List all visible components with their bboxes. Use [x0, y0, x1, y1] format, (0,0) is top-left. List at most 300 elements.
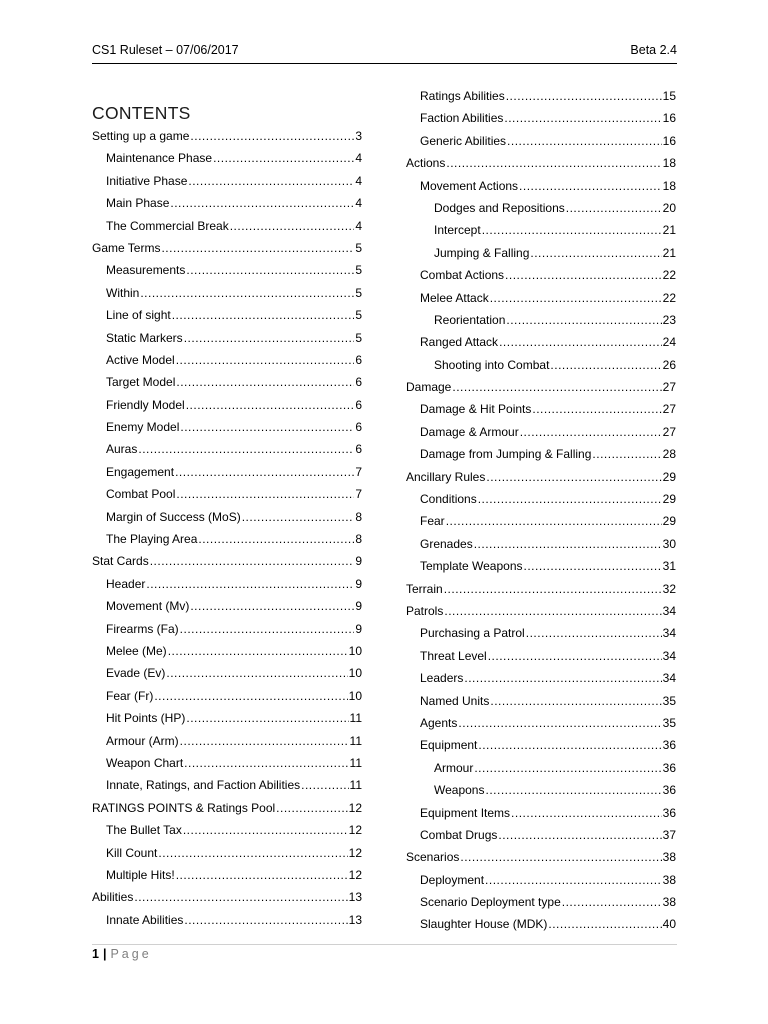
- toc-entry[interactable]: [406, 287, 676, 309]
- toc-entry[interactable]: [406, 197, 676, 219]
- toc-entry[interactable]: [406, 152, 676, 174]
- toc-leader-dots: [183, 819, 348, 841]
- footer-divider: [92, 944, 677, 945]
- toc-entry-page: 11: [349, 711, 362, 726]
- toc-entry[interactable]: [92, 685, 362, 707]
- toc-leader-dots: [180, 730, 349, 752]
- toc-entry-title: Margin of Success (MoS): [106, 509, 241, 524]
- toc-entry[interactable]: [406, 734, 676, 756]
- toc-entry-page: 24: [662, 335, 676, 350]
- toc-entry-title: Setting up a game: [92, 129, 190, 143]
- toc-entry[interactable]: [406, 779, 676, 801]
- toc-entry-title: The Commercial Break: [106, 218, 229, 233]
- toc-entry-title: Armour (Arm): [106, 733, 179, 748]
- toc-entry-title: Melee (Me): [106, 643, 167, 658]
- toc-leader-dots: [198, 528, 354, 550]
- toc-entry-page: 11: [349, 778, 362, 793]
- toc-entry-title: Weapons: [434, 783, 485, 798]
- toc-entry-page: 8: [355, 509, 362, 524]
- toc-entry-title: Purchasing a Patrol: [420, 626, 525, 641]
- toc-entry[interactable]: [92, 618, 362, 640]
- toc-entry[interactable]: [92, 282, 362, 304]
- toc-entry-title: Slaughter House (MDK): [420, 917, 548, 932]
- toc-entry-page: 21: [662, 223, 676, 238]
- toc-entry-title: Target Model: [106, 375, 176, 390]
- toc-entry-title: Maintenance Phase: [106, 151, 213, 166]
- toc-entry-page: 38: [662, 850, 676, 865]
- toc-leader-dots: [176, 371, 354, 393]
- toc-entry[interactable]: [92, 640, 362, 662]
- toc-entry-title: Generic Abilities: [420, 133, 507, 148]
- toc-entry[interactable]: [92, 147, 362, 169]
- toc-entry-title: Weapon Chart: [106, 755, 184, 770]
- toc-leader-dots: [170, 192, 354, 214]
- header-document-title: CS1 Ruleset – 07/06/2017: [92, 43, 239, 57]
- toc-entry[interactable]: [406, 802, 676, 824]
- toc-entry-title: Actions: [406, 156, 446, 171]
- toc-entry[interactable]: [406, 533, 676, 555]
- toc-entry[interactable]: [406, 622, 676, 644]
- toc-leader-dots: [444, 600, 661, 622]
- toc-leader-dots: [488, 645, 662, 667]
- toc-entry-title: Reorientation: [434, 312, 506, 327]
- toc-entry[interactable]: [92, 237, 362, 259]
- toc-entry-page: 27: [662, 380, 676, 395]
- toc-entry[interactable]: [92, 774, 362, 796]
- toc-entry-page: 40: [662, 917, 676, 932]
- toc-entry-title: Dodges and Repositions: [434, 200, 565, 215]
- toc-entry-title: Active Model: [106, 352, 175, 367]
- toc-right-column: [406, 85, 676, 936]
- toc-entry-title: Auras: [106, 442, 138, 457]
- toc-entry-page: 38: [662, 872, 676, 887]
- toc-leader-dots: [520, 421, 662, 443]
- header-version: Beta 2.4: [630, 43, 677, 57]
- toc-entry-title: Fear (Fr): [106, 688, 154, 703]
- toc-leader-dots: [504, 107, 661, 129]
- toc-entry[interactable]: [406, 242, 676, 264]
- toc-entry-page: 11: [349, 755, 362, 770]
- toc-entry-page: 3: [355, 129, 362, 143]
- toc-entry[interactable]: [92, 595, 362, 617]
- toc-entry-page: 5: [355, 263, 362, 278]
- toc-leader-dots: [176, 864, 348, 886]
- toc-leader-dots: [301, 774, 348, 796]
- toc-entry-page: 10: [348, 643, 362, 658]
- toc-entry-title: Agents: [420, 715, 458, 730]
- toc-leader-dots: [140, 282, 354, 304]
- toc-leader-dots: [176, 483, 354, 505]
- toc-entry-title: Innate Abilities: [106, 912, 184, 927]
- toc-entry-title: Faction Abilities: [420, 111, 504, 126]
- toc-entry-page: 32: [662, 581, 676, 596]
- toc-leader-dots: [158, 842, 347, 864]
- toc-entry-title: Damage: [406, 380, 452, 395]
- toc-entry[interactable]: [406, 175, 676, 197]
- toc-entry-title: Intercept: [434, 223, 481, 238]
- toc-entry-page: 12: [348, 823, 362, 838]
- toc-leader-dots: [532, 398, 661, 420]
- toc-leader-dots: [460, 846, 661, 868]
- toc-entry[interactable]: [406, 824, 676, 846]
- toc-entry[interactable]: [406, 690, 676, 712]
- toc-entry-title: Scenarios: [406, 850, 460, 865]
- toc-entry-page: 36: [662, 783, 676, 798]
- toc-leader-dots: [474, 533, 662, 555]
- toc-entry-page: 11: [349, 733, 362, 748]
- toc-entry-page: 15: [662, 89, 676, 103]
- toc-entry[interactable]: [92, 707, 362, 729]
- toc-entry[interactable]: [406, 354, 676, 376]
- toc-entry-page: 9: [355, 554, 362, 569]
- toc-entry-title: Header: [106, 576, 146, 591]
- toc-entry-title: Within: [106, 285, 140, 300]
- toc-leader-dots: [478, 488, 662, 510]
- toc-entry-page: 28: [662, 447, 676, 462]
- toc-entry[interactable]: [406, 913, 676, 935]
- toc-entry[interactable]: [406, 466, 676, 488]
- toc-leader-dots: [506, 85, 662, 107]
- toc-entry[interactable]: [406, 667, 676, 689]
- toc-entry-page: 34: [662, 671, 676, 686]
- toc-leader-dots: [446, 152, 661, 174]
- toc-entry-title: Ranged Attack: [420, 335, 499, 350]
- toc-entry-title: Terrain: [406, 581, 443, 596]
- toc-entry-page: 23: [662, 312, 676, 327]
- toc-entry[interactable]: [406, 846, 676, 868]
- toc-entry-page: 12: [348, 867, 362, 882]
- toc-entry-page: 26: [662, 357, 676, 372]
- toc-leader-dots: [180, 618, 355, 640]
- toc-leader-dots: [186, 394, 355, 416]
- toc-entry[interactable]: [92, 506, 362, 528]
- toc-entry[interactable]: [406, 891, 676, 913]
- toc-entry-page: 29: [662, 492, 676, 507]
- toc-leader-dots: [499, 331, 662, 353]
- toc-entry-title: Evade (Ev): [106, 666, 166, 681]
- toc-entry-title: Named Units: [420, 693, 490, 708]
- toc-entry[interactable]: [92, 192, 362, 214]
- footer-separator: |: [102, 947, 107, 961]
- toc-leader-dots: [184, 327, 355, 349]
- toc-entry-title: Fear: [420, 514, 445, 529]
- toc-entry-page: 4: [355, 218, 362, 233]
- toc-leader-dots: [458, 712, 661, 734]
- toc-entry-title: Friendly Model: [106, 397, 185, 412]
- toc-entry-page: 18: [662, 156, 676, 171]
- toc-leader-dots: [134, 886, 347, 908]
- toc-leader-dots: [548, 913, 661, 935]
- toc-entry[interactable]: [92, 573, 362, 595]
- toc-entry-page: 27: [662, 424, 676, 439]
- toc-leader-dots: [474, 757, 661, 779]
- toc-entry-page: 6: [355, 352, 362, 367]
- toc-leader-dots: [519, 175, 662, 197]
- toc-entry-page: 12: [348, 845, 362, 860]
- toc-entry[interactable]: [92, 842, 362, 864]
- toc-entry[interactable]: [406, 712, 676, 734]
- toc-leader-dots: [190, 125, 354, 147]
- toc-entry-title: Combat Pool: [106, 487, 176, 502]
- toc-leader-dots: [562, 891, 662, 913]
- toc-entry-page: 16: [662, 133, 676, 148]
- toc-entry[interactable]: [406, 510, 676, 532]
- toc-entry-page: 4: [355, 151, 362, 166]
- toc-entry[interactable]: [92, 438, 362, 460]
- toc-entry-title: Abilities: [92, 890, 134, 905]
- toc-leader-dots: [138, 438, 354, 460]
- toc-leader-dots: [242, 506, 355, 528]
- toc-entry[interactable]: [92, 752, 362, 774]
- toc-entry-title: Measurements: [106, 263, 186, 278]
- toc-entry-title: Leaders: [420, 671, 464, 686]
- toc-leader-dots: [550, 354, 661, 376]
- toc-entry-page: 5: [355, 240, 362, 255]
- toc-entry[interactable]: [406, 443, 676, 465]
- toc-entry-title: Ancillary Rules: [406, 469, 486, 484]
- toc-leader-dots: [507, 130, 662, 152]
- toc-entry-title: Threat Level: [420, 648, 487, 663]
- toc-entry[interactable]: [406, 85, 676, 107]
- toc-entry[interactable]: [406, 309, 676, 331]
- toc-entry-page: 20: [662, 200, 676, 215]
- toc-entry-page: 35: [662, 715, 676, 730]
- toc-leader-dots: [592, 443, 661, 465]
- toc-entry[interactable]: [92, 528, 362, 550]
- toc-entry-title: Deployment: [420, 872, 485, 887]
- toc-entry[interactable]: [92, 394, 362, 416]
- toc-entry-title: Template Weapons: [420, 559, 523, 574]
- toc-entry-page: 7: [355, 487, 362, 502]
- toc-entry-page: 38: [662, 895, 676, 910]
- toc-entry-title: Firearms (Fa): [106, 621, 179, 636]
- toc-entry[interactable]: [406, 757, 676, 779]
- toc-leader-dots: [166, 662, 347, 684]
- toc-entry[interactable]: [92, 371, 362, 393]
- toc-leader-dots: [444, 578, 662, 600]
- toc-entry-page: 22: [662, 268, 676, 283]
- toc-entry[interactable]: [92, 125, 362, 147]
- toc-leader-dots: [485, 779, 661, 801]
- toc-entry-page: 13: [348, 890, 362, 905]
- toc-entry[interactable]: [92, 886, 362, 908]
- toc-leader-dots: [505, 264, 662, 286]
- toc-entry-page: 36: [662, 738, 676, 753]
- toc-entry[interactable]: [92, 327, 362, 349]
- toc-entry[interactable]: [406, 488, 676, 510]
- toc-entry-title: Movement Actions: [420, 178, 519, 193]
- toc-leader-dots: [175, 461, 354, 483]
- toc-entry-title: Equipment: [420, 738, 478, 753]
- toc-entry-title: The Bullet Tax: [106, 823, 182, 838]
- toc-entry-page: 22: [662, 290, 676, 305]
- toc-left-column: [92, 125, 362, 931]
- toc-leader-dots: [482, 219, 662, 241]
- toc-leader-dots: [490, 690, 661, 712]
- toc-entry-title: Conditions: [420, 492, 477, 507]
- toc-leader-dots: [486, 466, 661, 488]
- toc-entry[interactable]: [406, 555, 676, 577]
- toc-entry-title: Damage & Armour: [420, 424, 519, 439]
- toc-entry-title: Damage & Hit Points: [420, 402, 532, 417]
- toc-entry-page: 37: [662, 827, 676, 842]
- toc-entry-page: 34: [662, 626, 676, 641]
- toc-entry-title: Ratings Abilities: [420, 89, 505, 103]
- toc-entry-title: Grenades: [420, 536, 473, 551]
- toc-entry-title: Kill Count: [106, 845, 158, 860]
- toc-entry[interactable]: [92, 819, 362, 841]
- toc-entry-title: Patrols: [406, 603, 444, 618]
- toc-leader-dots: [506, 309, 661, 331]
- toc-leader-dots: [524, 555, 662, 577]
- toc-leader-dots: [172, 304, 355, 326]
- toc-entry-title: Combat Actions: [420, 268, 505, 283]
- toc-entry-page: 5: [355, 285, 362, 300]
- toc-leader-dots: [186, 707, 348, 729]
- toc-entry-title: Enemy Model: [106, 420, 180, 435]
- toc-entry-title: Movement (Mv): [106, 599, 190, 614]
- toc-entry-title: Damage from Jumping & Falling: [420, 447, 592, 462]
- toc-entry[interactable]: [92, 730, 362, 752]
- toc-entry-page: 18: [662, 178, 676, 193]
- toc-entry-title: Equipment Items: [420, 805, 511, 820]
- toc-entry-title: Main Phase: [106, 196, 170, 211]
- toc-entry-title: Jumping & Falling: [434, 245, 530, 260]
- toc-entry-title: Scenario Deployment type: [420, 895, 561, 910]
- toc-leader-dots: [485, 869, 662, 891]
- toc-entry[interactable]: [92, 259, 362, 281]
- toc-entry[interactable]: [92, 349, 362, 371]
- toc-leader-dots: [176, 349, 355, 371]
- toc-entry[interactable]: [406, 219, 676, 241]
- toc-leader-dots: [184, 909, 347, 931]
- toc-entry-page: 8: [355, 532, 362, 547]
- toc-entry-page: 30: [662, 536, 676, 551]
- toc-leader-dots: [530, 242, 661, 264]
- toc-leader-dots: [146, 573, 354, 595]
- footer-page-label: Page: [110, 947, 152, 961]
- toc-entry-page: 5: [355, 330, 362, 345]
- toc-entry-title: Shooting into Combat: [434, 357, 550, 372]
- toc-leader-dots: [452, 376, 661, 398]
- page-header: [92, 41, 677, 64]
- toc-leader-dots: [276, 797, 347, 819]
- toc-entry[interactable]: [406, 264, 676, 286]
- toc-entry[interactable]: [92, 864, 362, 886]
- toc-entry[interactable]: [92, 416, 362, 438]
- toc-entry[interactable]: [406, 107, 676, 129]
- toc-entry-page: 10: [348, 688, 362, 703]
- toc-leader-dots: [154, 685, 347, 707]
- toc-entry[interactable]: [92, 461, 362, 483]
- toc-entry-page: 29: [662, 469, 676, 484]
- toc-entry-page: 34: [662, 603, 676, 618]
- toc-entry-page: 16: [662, 111, 676, 126]
- toc-entry-title: Stat Cards: [92, 554, 149, 569]
- toc-leader-dots: [213, 147, 354, 169]
- toc-entry[interactable]: [92, 483, 362, 505]
- toc-entry[interactable]: [92, 215, 362, 237]
- toc-leader-dots: [188, 170, 354, 192]
- toc-entry[interactable]: [406, 421, 676, 443]
- toc-entry[interactable]: [406, 376, 676, 398]
- toc-leader-dots: [161, 237, 354, 259]
- toc-entry[interactable]: [406, 578, 676, 600]
- toc-leader-dots: [230, 215, 355, 237]
- toc-leader-dots: [186, 259, 354, 281]
- toc-entry[interactable]: [406, 645, 676, 667]
- toc-entry[interactable]: [92, 797, 362, 819]
- toc-leader-dots: [490, 287, 662, 309]
- toc-entry-page: 21: [662, 245, 676, 260]
- toc-leader-dots: [190, 595, 354, 617]
- toc-leader-dots: [168, 640, 348, 662]
- toc-entry-title: RATINGS POINTS & Ratings Pool: [92, 800, 276, 815]
- toc-entry-page: 9: [355, 599, 362, 614]
- toc-leader-dots: [446, 510, 662, 532]
- toc-entry-title: Innate, Ratings, and Faction Abilities: [106, 778, 301, 793]
- toc-entry-page: 6: [355, 397, 362, 412]
- toc-entry-title: Melee Attack: [420, 290, 489, 305]
- toc-entry-page: 29: [662, 514, 676, 529]
- toc-entry-page: 6: [355, 420, 362, 435]
- toc-entry-title: Combat Drugs: [420, 827, 498, 842]
- toc-entry[interactable]: [92, 550, 362, 572]
- toc-entry-page: 9: [355, 621, 362, 636]
- page-footer: [92, 947, 152, 961]
- toc-entry[interactable]: [406, 331, 676, 353]
- toc-entry-page: 6: [355, 375, 362, 390]
- footer-page-number: 1: [92, 947, 99, 961]
- toc-entry-title: Game Terms: [92, 240, 161, 255]
- toc-entry-page: 4: [355, 196, 362, 211]
- toc-heading: CONTENTS: [92, 103, 191, 123]
- toc-entry[interactable]: [92, 304, 362, 326]
- toc-leader-dots: [150, 550, 355, 572]
- toc-entry[interactable]: [92, 909, 362, 931]
- toc-entry-title: Hit Points (HP): [106, 711, 186, 726]
- toc-entry-page: 6: [355, 442, 362, 457]
- toc-entry[interactable]: [406, 600, 676, 622]
- toc-entry-page: 7: [355, 464, 362, 479]
- toc-leader-dots: [184, 752, 348, 774]
- toc-entry-title: Line of sight: [106, 308, 171, 323]
- toc-entry-page: 34: [662, 648, 676, 663]
- toc-entry-page: 36: [662, 805, 676, 820]
- toc-leader-dots: [511, 802, 662, 824]
- toc-entry[interactable]: [406, 398, 676, 420]
- toc-leader-dots: [566, 197, 662, 219]
- toc-entry[interactable]: [406, 130, 676, 152]
- toc-entry-title: Static Markers: [106, 330, 183, 345]
- toc-entry-page: 9: [355, 576, 362, 591]
- toc-leader-dots: [478, 734, 661, 756]
- toc-entry-page: 31: [662, 559, 676, 574]
- toc-entry-page: 4: [355, 173, 362, 188]
- toc-entry[interactable]: [92, 170, 362, 192]
- toc-entry-title: Initiative Phase: [106, 173, 188, 188]
- toc-entry[interactable]: [406, 869, 676, 891]
- toc-entry-page: 5: [355, 308, 362, 323]
- toc-leader-dots: [180, 416, 354, 438]
- toc-entry[interactable]: [92, 662, 362, 684]
- toc-entry-page: 36: [662, 760, 676, 775]
- toc-entry-title: Engagement: [106, 464, 175, 479]
- toc-leader-dots: [526, 622, 662, 644]
- toc-entry-page: 12: [348, 800, 362, 815]
- toc-entry-title: The Playing Area: [106, 532, 198, 547]
- toc-entry-title: Armour: [434, 760, 474, 775]
